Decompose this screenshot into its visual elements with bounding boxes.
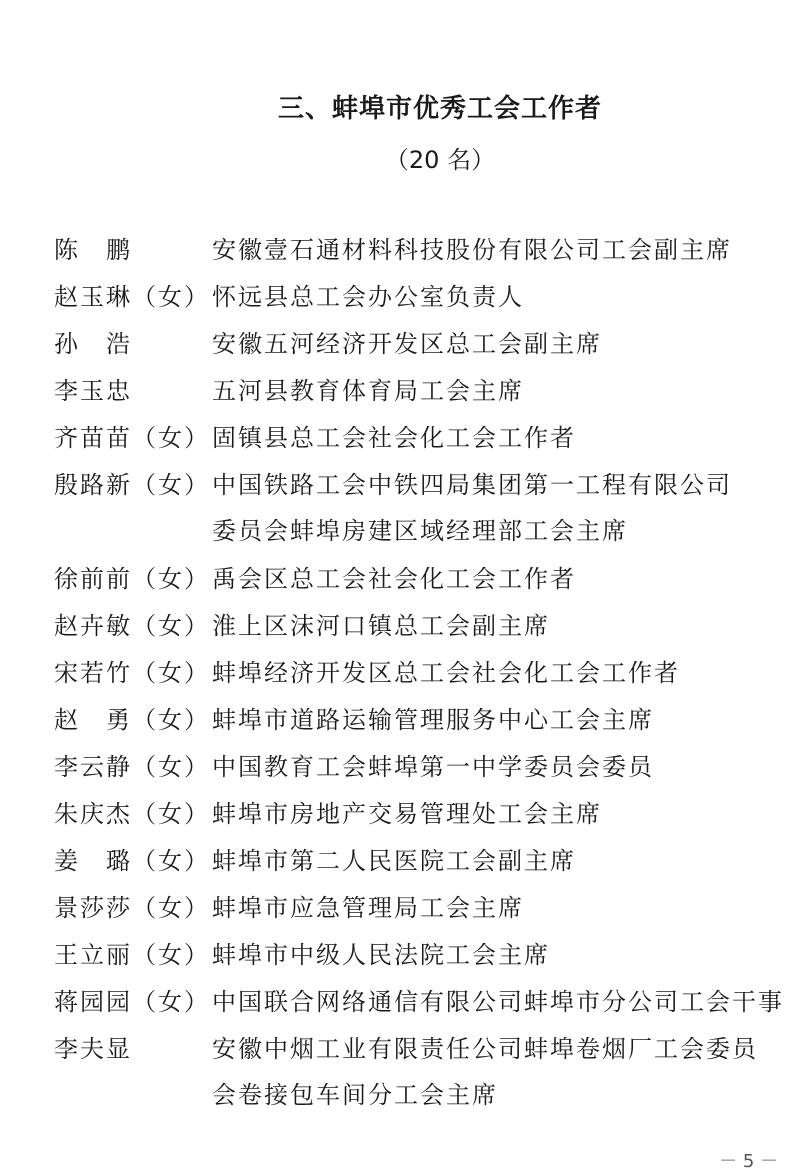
position-line: 中国教育工会蚌埠第一中学委员会委员 bbox=[212, 753, 654, 781]
honoree-name: 徐前前（女） bbox=[54, 565, 210, 593]
honoree-name: 李夫显 bbox=[54, 1035, 132, 1063]
honoree-name: 李玉忠 bbox=[54, 377, 132, 405]
honoree-position bbox=[212, 655, 792, 701]
honoree-position bbox=[212, 232, 792, 278]
honoree-name: 赵 勇（女） bbox=[54, 706, 210, 734]
honoree-name: 齐苗苗（女） bbox=[54, 424, 210, 452]
honoree-name: 王立丽（女） bbox=[54, 941, 210, 969]
page-number: － 5 － bbox=[719, 1151, 778, 1172]
position-line: 委员会蚌埠房建区域经理部工会主席 bbox=[212, 517, 628, 545]
position-line: 安徽壹石通材料科技股份有限公司工会副主席 bbox=[212, 236, 732, 264]
position-line: 蚌埠市道路运输管理服务中心工会主席 bbox=[212, 706, 654, 734]
position-line: 蚌埠经济开发区总工会社会化工会工作者 bbox=[212, 659, 680, 687]
honoree-position bbox=[212, 420, 792, 466]
honoree-name: 殷路新（女） bbox=[54, 471, 210, 499]
position-line: 固镇县总工会社会化工会工作者 bbox=[212, 424, 576, 452]
honoree-position bbox=[212, 326, 792, 372]
honoree-position bbox=[212, 279, 792, 325]
position-line: 中国联合网络通信有限公司蚌埠市分公司工会干事 bbox=[212, 988, 784, 1016]
honoree-name: 姜 璐（女） bbox=[54, 847, 210, 875]
position-line: 五河县教育体育局工会主席 bbox=[212, 377, 524, 405]
honoree-position bbox=[212, 984, 792, 1030]
position-line: 安徽中烟工业有限责任公司蚌埠卷烟厂工会委员 bbox=[212, 1035, 758, 1063]
honoree-name: 朱庆杰（女） bbox=[54, 800, 210, 828]
position-line: 淮上区沫河口镇总工会副主席 bbox=[212, 612, 550, 640]
position-line: 禹会区总工会社会化工会工作者 bbox=[212, 565, 576, 593]
honoree-name: 赵卉敏（女） bbox=[54, 612, 210, 640]
honoree-position bbox=[212, 1031, 792, 1123]
honoree-position bbox=[212, 890, 792, 936]
honoree-position bbox=[212, 608, 792, 654]
position-line: 怀远县总工会办公室负责人 bbox=[212, 283, 524, 311]
honoree-position bbox=[212, 937, 792, 983]
honoree-name: 李云静（女） bbox=[54, 753, 210, 781]
position-line: 中国铁路工会中铁四局集团第一工程有限公司 bbox=[212, 471, 732, 499]
honoree-name: 景莎莎（女） bbox=[54, 894, 210, 922]
position-line: 蚌埠市房地产交易管理处工会主席 bbox=[212, 800, 602, 828]
section-title: 三、蚌埠市优秀工会工作者 bbox=[277, 94, 602, 124]
honoree-position bbox=[212, 749, 792, 795]
honoree-position bbox=[212, 373, 792, 419]
honoree-name: 赵玉琳（女） bbox=[54, 283, 210, 311]
honoree-name: 宋若竹（女） bbox=[54, 659, 210, 687]
position-line: 蚌埠市中级人民法院工会主席 bbox=[212, 941, 550, 969]
position-line: 会卷接包车间分工会主席 bbox=[212, 1081, 498, 1109]
honoree-position bbox=[212, 467, 792, 559]
position-line: 蚌埠市应急管理局工会主席 bbox=[212, 894, 524, 922]
honoree-name: 陈 鹏 bbox=[54, 236, 132, 264]
honoree-name: 孙 浩 bbox=[54, 330, 132, 358]
honoree-position bbox=[212, 561, 792, 607]
position-line: 蚌埠市第二人民医院工会副主席 bbox=[212, 847, 576, 875]
honoree-position bbox=[212, 796, 792, 842]
position-line: 安徽五河经济开发区总工会副主席 bbox=[212, 330, 602, 358]
honoree-position bbox=[212, 702, 792, 748]
honoree-position bbox=[212, 843, 792, 889]
honoree-name: 蒋园园（女） bbox=[54, 988, 210, 1016]
section-count: （20 名） bbox=[384, 146, 496, 174]
